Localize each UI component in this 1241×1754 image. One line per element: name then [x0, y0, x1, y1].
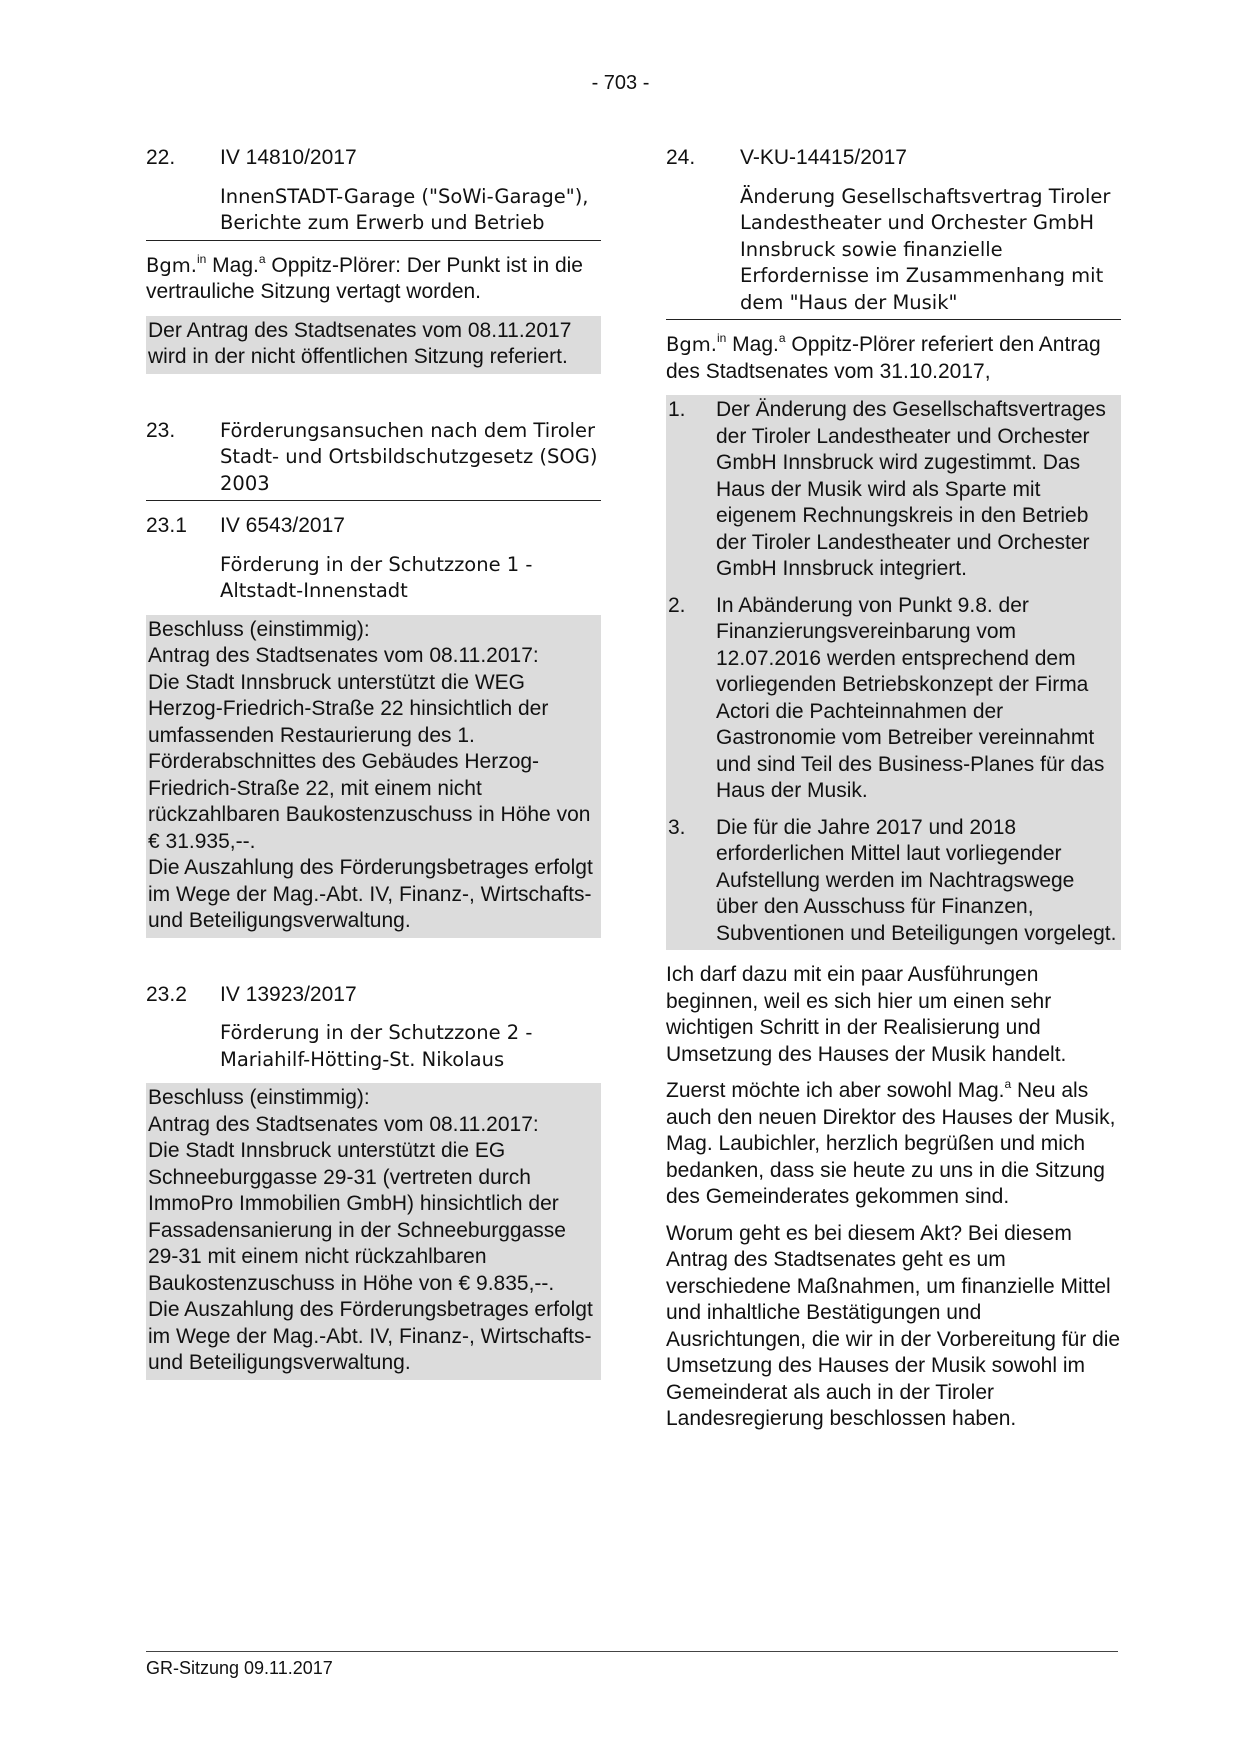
item-22-number: 22. — [146, 146, 176, 169]
item-22-header — [146, 145, 601, 172]
left-column — [146, 145, 601, 1380]
item-24-paragraph-1: Ich darf dazu mit ein paar Ausführungen beginnen, weil es sich hier um einen sehr wichtigen Schritt in der Realisierung und Umsetzung des Hauses der Musik handelt. — [666, 963, 1067, 1066]
item-22-note: Der Antrag des Stadtsenates vom 08.11.2017 wird in der nicht öffentlichen Sitzung referiert. — [146, 316, 601, 374]
item-22-reference: IV 14810/2017 — [220, 146, 357, 169]
item-23-2-antrag: Antrag des Stadtsenates vom 08.11.2017: — [148, 1112, 539, 1136]
item-23-header — [146, 418, 601, 498]
item-23-2-header — [146, 982, 601, 1009]
item-23-2-number: 23.2 — [146, 982, 187, 1006]
item-24-header — [666, 145, 1121, 172]
item-24-point-2: 2. In Abänderung von Punkt 9.8. der Finanzierungsvereinbarung vom 12.07.2016 werden entsprechend dem vorliegenden Betriebskonzept der Firma Actori die Pachteinnahmen der Gastronomie vom Betreiber vereinnahmt und sind Teil des Business-Planes für das Haus der Musik. — [668, 593, 1105, 802]
item-23-number: 23. — [146, 418, 176, 442]
item-23-1-antrag: Antrag des Stadtsenates vom 08.11.2017: — [148, 644, 539, 667]
item-22-divider — [146, 240, 601, 241]
item-24-paragraph-2: Zuerst möchte ich aber sowohl Mag.$^a$ Neu als auch den neuen Direktor des Hauses der Musik, Mag. Laubichler, herzlich begrüßen und mich bedanken, dass sie heute zu uns in die Sitzung des Gemeinderates gekommen sind. — [666, 1077, 1116, 1208]
item-23-2-payout: Die Auszahlung des Förderungsbetrages erfolgt im Wege der Mag.-Abt. IV, Finanz-, Wirtschafts- und Beteiligungsverwaltung. — [148, 1298, 593, 1374]
item-24-speaker: Bgm.$^{in}$ Mag.$^a$ Oppitz-Plörer referiert den Antrag des Stadtsenates vom 31.10.2017, — [666, 331, 1101, 383]
item-23-2-title: Förderung in der Schutzzone 2 - Mariahilf-Hötting-St. Nikolaus — [220, 1021, 533, 1071]
item-23-2-reference: IV 13923/2017 — [220, 982, 357, 1006]
right-column — [666, 145, 1121, 1433]
item-23-1-decision — [146, 615, 601, 938]
item-23-1-text: Die Stadt Innsbruck unterstützt die WEG Herzog-Friedrich-Straße 22 hinsichtlich der umfassenden Restaurierung des 1. Förderabschnittes des Gebäudes Herzog-Friedrich-Straße 22, mit einem nicht rückzahlbaren Baukostenzuschuss in Höhe von € 31.935,--. — [148, 670, 591, 853]
item-24-point-3: 3. Die für die Jahre 2017 und 2018 erforderlichen Mittel laut vorliegender Aufstellung werden im Nachtragswege über den Ausschuss für Finanzen, Subventionen und Beteiligungen vorgelegt. — [668, 815, 1117, 945]
item-22-speaker: Bgm.$^{in}$ Mag.$^a$ Oppitz-Plörer: Der Punkt ist in die vertrauliche Sitzung vertagt worden. — [146, 251, 583, 303]
item-24-divider — [666, 319, 1121, 320]
item-23-1-payout: Die Auszahlung des Förderungsbetrages erfolgt im Wege der Mag.-Abt. IV, Finanz-, Wirtschafts- und Beteiligungsverwaltung. — [148, 856, 593, 932]
item-24-number: 24. — [666, 146, 696, 169]
item-23-divider — [146, 500, 601, 501]
item-22-title: InnenSTADT-Garage ("SoWi-Garage"), Berichte zum Erwerb und Betrieb — [220, 184, 589, 234]
item-24-point-1: 1. Der Änderung des Gesellschaftsvertrages der Tiroler Landestheater und Orchester GmbH Innsbruck wird zugestimmt. Das Haus der Musik wird als Sparte mit eigenem Rechnungskreis in den Betrieb der Tiroler Landestheater und Orchester GmbH Innsbruck integriert. — [668, 398, 1106, 580]
item-23-1-title: Förderung in der Schutzzone 1 - Altstadt-Innenstadt — [220, 552, 533, 602]
item-23-1-header — [146, 513, 601, 540]
footer-text: GR-Sitzung 09.11.2017 — [146, 1658, 333, 1678]
item-23-1-number: 23.1 — [146, 514, 187, 537]
item-23-2-text: Die Stadt Innsbruck unterstützt die EG Schneeburggasse 29-31 (vertreten durch ImmoPro Immobilien GmbH) hinsichtlich der Fassadensanierung in der Schneeburggasse 29-31 mit einem nicht rückzahlbaren Baukostenzuschuss in Höhe von € 9.835,--. — [148, 1139, 566, 1295]
item-24-points — [666, 395, 1121, 950]
page-number: - 703 - — [591, 72, 650, 94]
item-23-1-reference: IV 6543/2017 — [220, 514, 345, 537]
item-24-reference: V-KU-14415/2017 — [740, 146, 907, 169]
footer-divider — [146, 1651, 1118, 1652]
item-23-1-beschluss: Beschluss (einstimmig): — [148, 617, 370, 641]
item-23-2-decision — [146, 1083, 601, 1380]
item-24-title: Änderung Gesellschaftsvertrag Tiroler Landestheater und Orchester GmbH Innsbruck sowie finanzielle Erfordernisse im Zusammenhang mit dem "Haus der Musik" — [740, 184, 1111, 314]
item-23-title: Förderungsansuchen nach dem Tiroler Stadt- und Ortsbildschutzgesetz (SOG) 2003 — [220, 418, 598, 495]
item-23-2-beschluss: Beschluss (einstimmig): — [148, 1086, 370, 1109]
item-24-paragraph-3: Worum geht es bei diesem Akt? Bei diesem Antrag des Stadtsenates geht es um verschiedene Maßnahmen, um finanzielle Mittel und inhaltliche Bestätigungen und Ausrichtungen, die wir in der Vorbereitung für die Umsetzung des Hauses der Musik sowohl im Gemeinderat als auch in der Tiroler Landesregierung beschlossen haben. — [666, 1221, 1121, 1430]
